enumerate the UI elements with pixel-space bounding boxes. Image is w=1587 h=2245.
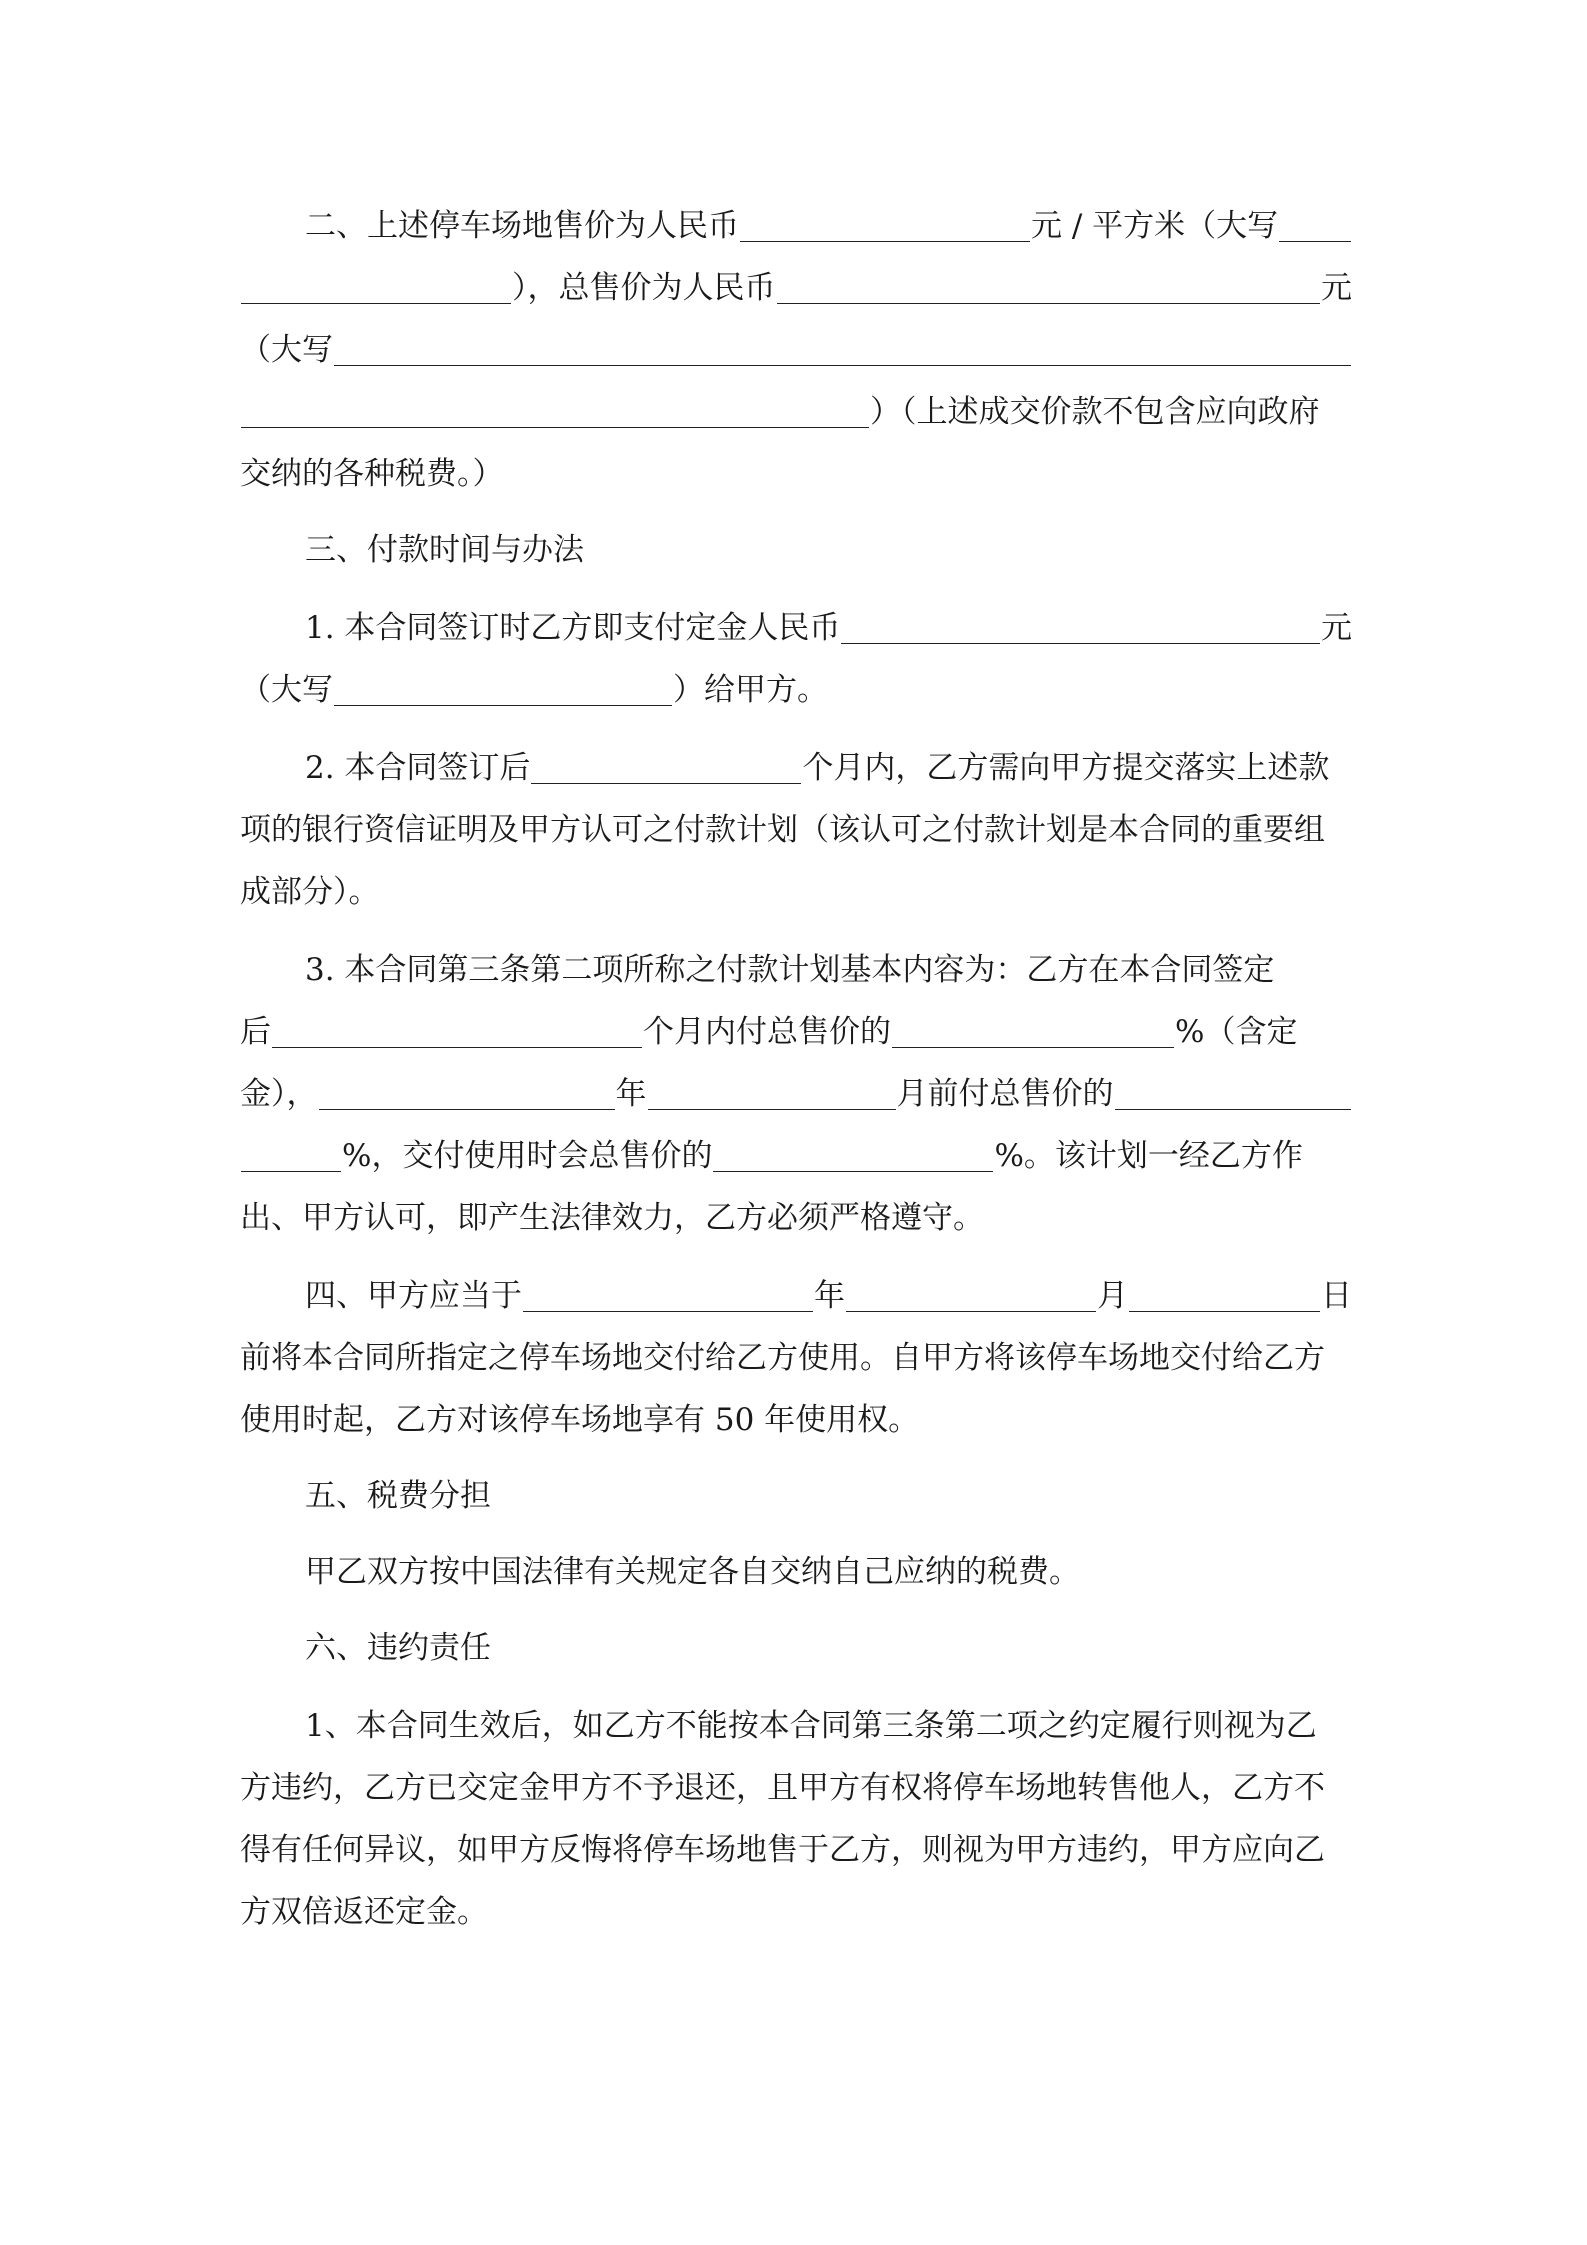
- blank-total-price-uppercase: [334, 335, 1351, 366]
- blank-months-2: [272, 1017, 642, 1048]
- text-segment: 二、上述停车场地售价为人民币: [305, 208, 739, 244]
- text-segment: 1、本合同生效后，如乙方不能按本合同第三条第二项之约定履行则视为乙: [305, 1708, 1317, 1744]
- clause-2-line-2: [240, 268, 1352, 308]
- blank-month: [648, 1079, 896, 1110]
- clause-4-line-2: [240, 1338, 1352, 1378]
- blank-unit-price-uppercase-cont: [241, 273, 511, 304]
- text-segment: 方违约，乙方已交定金甲方不予退还，且甲方有权将停车场地转售他人，乙方不: [240, 1770, 1325, 1806]
- blank-delivery-month: [846, 1281, 1096, 1312]
- clause-4-line-3: [240, 1400, 1352, 1440]
- clause-2-line-1: [240, 206, 1352, 246]
- clause-3-2-line-1: [240, 748, 1352, 788]
- clause-3-3-line-3: [240, 1074, 1352, 1114]
- clause-3-1-line-2: [240, 670, 1352, 710]
- blank-delivery-day: [1129, 1281, 1320, 1312]
- clause-6-1-line-1: [240, 1706, 1352, 1746]
- clause-3-1-line-1: [240, 608, 1352, 648]
- clause-6-1-line-2: [240, 1768, 1352, 1808]
- clause-3-3-line-1: [240, 950, 1352, 990]
- blank-total-price-uppercase-cont: [241, 397, 869, 428]
- text-segment: 日: [1321, 1278, 1352, 1314]
- clause-6-1-line-3: [240, 1830, 1352, 1870]
- blank-year: [319, 1079, 615, 1110]
- blank-deposit-amount: [841, 613, 1320, 644]
- text-segment: 后: [240, 1014, 271, 1050]
- text-segment: ），总售价为人民币: [512, 270, 776, 306]
- blank-percent-1: [892, 1017, 1174, 1048]
- clause-2-line-4: [240, 392, 1352, 432]
- blank-percent-3: [713, 1141, 993, 1172]
- text-segment: 出、甲方认可，即产生法律效力，乙方必须严格遵守。: [240, 1200, 984, 1236]
- text-segment: 3. 本合同第三条第二项所称之付款计划基本内容为：乙方在本合同签定: [305, 952, 1275, 988]
- heading-text: 三、付款时间与办法: [305, 532, 584, 568]
- text-segment: 月前付总售价的: [896, 1076, 1114, 1112]
- blank-months: [531, 753, 801, 784]
- blank-percent-2: [1115, 1079, 1352, 1110]
- text-segment: 1. 本合同签订时乙方即支付定金人民币: [305, 610, 841, 646]
- section-3-heading: [240, 530, 1352, 570]
- text-segment: 个月内，乙方需向甲方提交落实上述款: [802, 750, 1330, 786]
- text-segment: （大写: [240, 672, 333, 708]
- section-5-heading: [240, 1476, 1352, 1516]
- blank-unit-price-uppercase: [1279, 211, 1351, 242]
- text-segment: 金），: [240, 1076, 318, 1112]
- text-segment: %，交付使用时会总售价的: [342, 1138, 713, 1174]
- text-segment: 前将本合同所指定之停车场地交付给乙方使用。自甲方将该停车场地交付给乙方: [240, 1340, 1325, 1376]
- text-segment: %（含定: [1175, 1014, 1298, 1050]
- text-segment: 得有任何异议，如甲方反悔将停车场地售于乙方，则视为甲方违约，甲方应向乙: [240, 1832, 1325, 1868]
- blank-percent-2-cont: [241, 1141, 341, 1172]
- blank-unit-price: [740, 211, 1030, 242]
- text-segment: 四、甲方应当于: [305, 1278, 522, 1314]
- text-segment: 年: [615, 1076, 647, 1112]
- text-segment: 2. 本合同签订后: [305, 750, 531, 786]
- heading-text: 五、税费分担: [305, 1478, 491, 1514]
- text-segment: 方双倍返还定金。: [240, 1894, 488, 1930]
- clause-2-line-5: [240, 454, 1352, 494]
- text-segment: ）（上述成交价款不包含应向政府: [870, 394, 1320, 430]
- clause-2-line-3: [240, 330, 1352, 370]
- text-segment: 个月内付总售价的: [643, 1014, 891, 1050]
- text-segment: 元 / 平方米（大写: [1031, 208, 1279, 244]
- text-segment: 使用时起，乙方对该停车场地享有 50 年使用权。: [240, 1402, 920, 1438]
- text-segment: （大写: [240, 332, 333, 368]
- text-segment: 甲乙双方按中国法律有关规定各自交纳自己应纳的税费。: [305, 1554, 1080, 1590]
- blank-total-price: [777, 273, 1321, 304]
- section-6-heading: [240, 1628, 1352, 1668]
- clause-6-1-line-4: [240, 1892, 1352, 1932]
- text-segment: 交纳的各种税费。）: [240, 456, 504, 492]
- clause-5-body: [240, 1552, 1352, 1592]
- text-segment: 月: [1097, 1278, 1128, 1314]
- text-segment: ）给甲方。: [673, 672, 828, 708]
- clause-3-3-line-2: [240, 1012, 1352, 1052]
- clause-3-2-line-2: [240, 810, 1352, 850]
- blank-deposit-uppercase: [334, 675, 672, 706]
- clause-4-line-1: [240, 1276, 1352, 1316]
- clause-3-3-line-4: [240, 1136, 1352, 1176]
- blank-delivery-year: [523, 1281, 813, 1312]
- text-segment: %。该计划一经乙方作: [994, 1138, 1303, 1174]
- clause-3-2-line-3: [240, 872, 1352, 912]
- clause-3-3-line-5: [240, 1198, 1352, 1238]
- text-segment: 元: [1321, 610, 1352, 646]
- text-segment: 成部分）。: [240, 874, 380, 910]
- text-segment: 年: [814, 1278, 845, 1314]
- text-segment: 元: [1321, 270, 1352, 306]
- heading-text: 六、违约责任: [305, 1630, 491, 1666]
- text-segment: 项的银行资信证明及甲方认可之付款计划（该认可之付款计划是本合同的重要组: [240, 812, 1325, 848]
